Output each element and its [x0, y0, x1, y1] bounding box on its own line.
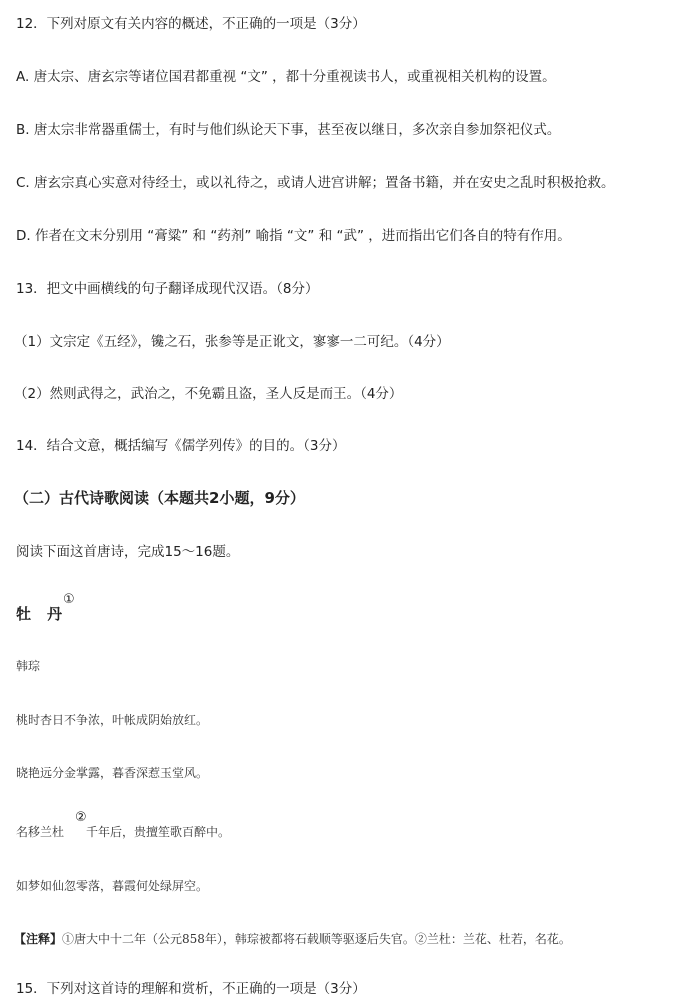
footnote-marker-2: ②	[75, 810, 87, 825]
poem-line-1: 桃时杏日不争浓，叶帐成阴始放红。	[16, 713, 209, 727]
poem-line-3-part-2: 千年后，贵擅笙歌百醉中。	[86, 825, 231, 839]
poem-line-4: 如梦如仙忽零落，暮霞何处绿屏空。	[16, 879, 209, 893]
annotation-text: ①唐大中十二年（公元858年），韩琮被都将石载顺等驱逐后失官。②兰杜：兰花、杜若，名花。	[62, 932, 571, 946]
question-12-option-a: A. 唐太宗、唐玄宗等诸位国君都重视 “文” ，都十分重视读书人，或重视相关机构的设置。	[16, 69, 556, 85]
question-15-stem: 15．下列对这首诗的理解和赏析，不正确的一项是（3分）	[16, 981, 366, 997]
question-13-stem: 13．把文中画横线的句子翻译成现代汉语。（8分）	[16, 281, 319, 297]
annotation	[14, 930, 571, 948]
poem-line-3-part-1: 名移兰杜	[16, 825, 65, 839]
section-intro: 阅读下面这首唐诗，完成15～16题。	[16, 544, 240, 560]
poem-line-3	[16, 823, 230, 841]
question-13-sentence-1: （1）文宗定《五经》，镵之石，张参等是正讹文，寥寥一二可纪。（4分）	[14, 334, 450, 350]
poem-title-char-1: 牡	[16, 605, 32, 623]
question-13-sentence-2: （2）然则武得之，武治之，不免霸且盗，圣人反是而王。（4分）	[14, 386, 403, 402]
poem-author: 韩琮	[16, 659, 41, 673]
section-heading: （二）古代诗歌阅读（本题共2小题，9分）	[14, 489, 305, 507]
poem-title	[16, 605, 62, 623]
question-12-option-d: D. 作者在文末分别用 “膏粱” 和 “药剂” 喻指 “文” 和 “武” ，进而指出它们各自的特有作用。	[16, 228, 571, 244]
poem-title-char-2: 丹	[47, 605, 63, 623]
poem-line-2: 晓艳远分金掌露，暮香深惹玉堂风。	[16, 766, 209, 780]
question-12-option-c: C. 唐玄宗真心实意对待经士，或以礼待之，或请人进宫讲解；置备书籍，并在安史之乱时积极抢救。	[16, 175, 615, 191]
footnote-marker-1: ①	[63, 592, 75, 607]
question-14-stem: 14．结合文意，概括编写《儒学列传》的目的。（3分）	[16, 438, 346, 454]
question-12-option-b: B. 唐太宗非常器重儒士，有时与他们纵论天下事，甚至夜以继日，多次亲自参加祭祀仪式。	[16, 122, 561, 138]
annotation-tag: 【注释】	[14, 932, 63, 946]
question-12-stem: 12．下列对原文有关内容的概述，不正确的一项是（3分）	[16, 16, 366, 32]
